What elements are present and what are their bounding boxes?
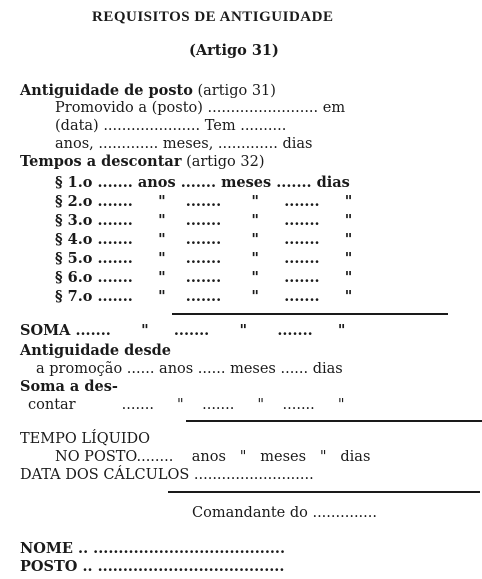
posto-line: POSTO .. ..................................... <box>20 558 285 575</box>
antiguidade-posto-heading: Antiguidade de posto <box>20 82 193 99</box>
data-tem-line: (data) ..................... Tem .......... <box>55 118 287 134</box>
nome-line: NOME .. ...................................... <box>20 540 286 557</box>
paragrafo-row: § 1.o ....... anos ....... meses ....... dias <box>55 174 350 191</box>
comandante-rule <box>168 491 480 493</box>
paragrafo-row: § 3.o ....... " ....... " ....... " <box>55 212 353 229</box>
paragrafo-row: § 2.o ....... " ....... " ....... " <box>55 193 353 210</box>
tempo-liquido-rule <box>186 420 482 422</box>
promovido-line: Promovido a (posto) ........................ em <box>55 100 346 116</box>
tempo-liquido-line: TEMPO LÍQUIDO <box>20 431 151 447</box>
paragrafo-row: § 4.o ....... " ....... " ....... " <box>55 231 353 248</box>
tempos-descontar-heading: Tempos a descontar <box>20 153 182 170</box>
tempos-descontar-heading-line <box>20 153 265 171</box>
form-title: REQUISITOS DE ANTIGUIDADE <box>92 9 334 25</box>
soma-a-descontar-line: Soma a des- <box>20 378 118 395</box>
paragrafo-row: § 6.o ....... " ....... " ....... " <box>55 269 353 286</box>
a-promocao-line: a promoção ...... anos ...... meses ...... dias <box>36 361 343 377</box>
no-posto-line: NO POSTO........ anos " meses " dias <box>55 449 371 465</box>
form-subtitle: (Artigo 31) <box>189 42 279 59</box>
comandante-line: Comandante do .............. <box>192 505 377 521</box>
tempos-descontar-ref: (artigo 32) <box>186 154 265 170</box>
contar-line: contar ....... " ....... " ....... " <box>28 397 345 413</box>
data-calculos-line: DATA DOS CÁLCULOS .......................... <box>20 467 314 483</box>
antiguidade-posto-heading-line <box>20 82 276 100</box>
paragrafo-row: § 7.o ....... " ....... " ....... " <box>55 288 353 305</box>
antiguidade-desde-line: Antiguidade desde <box>20 342 172 359</box>
soma-line: SOMA ....... " ....... " ....... " <box>20 322 346 339</box>
anos-meses-dias-line: anos, ............. meses, ............. dias <box>55 136 313 152</box>
antiguidade-posto-ref: (artigo 31) <box>197 83 276 99</box>
paragrafo-row: § 5.o ....... " ....... " ....... " <box>55 250 353 267</box>
soma-rule <box>172 313 448 315</box>
